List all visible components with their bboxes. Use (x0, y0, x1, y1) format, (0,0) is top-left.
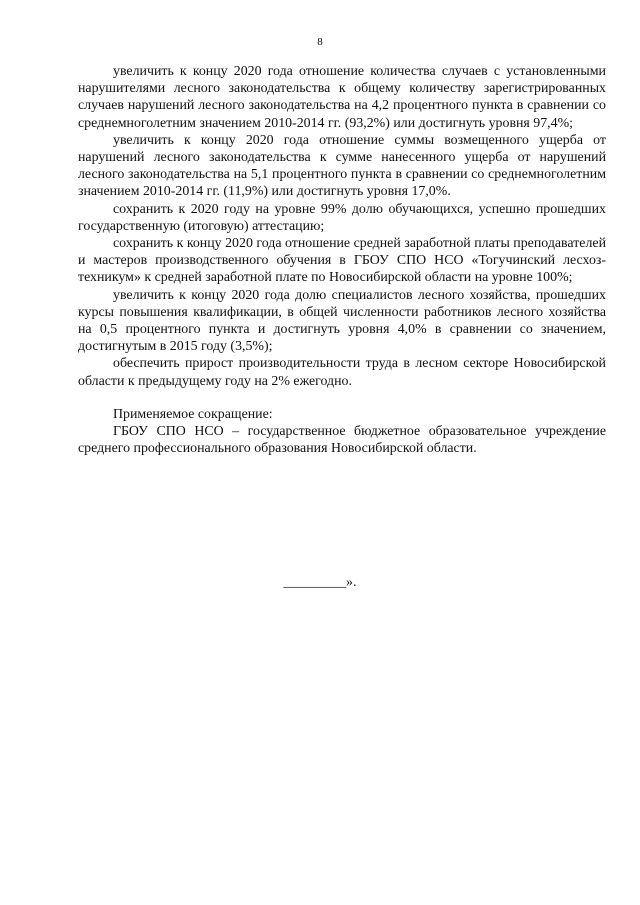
page-number: 8 (317, 36, 323, 48)
goal-paragraph-1: увеличить к концу 2020 года отношение количества случаев с установленными нарушителями лесного законодательства к общему количеству зарегистрированных случаев нарушений лесного законодательства на 4,2 процентного пункта в сравнении со среднемноголетним значением 2010-2014 гг. (93,2%) или достигнуть уровня 97,4%; (78, 64, 606, 131)
closing-mark: _________». (283, 575, 357, 590)
goal-paragraph-6: обеспечить прирост производительности труда в лесном секторе Новосибирской области к предыдущему году на 2% ежегодно. (78, 356, 606, 389)
abbreviation-heading: Применяемое сокращение: (113, 406, 273, 422)
abbreviation-text: ГБОУ СПО НСО – государственное бюджетное образовательное учреждение среднего профессионального образования Новосибирской области. (78, 424, 606, 457)
document-body (78, 63, 606, 457)
goal-paragraph-3: сохранить к 2020 году на уровне 99% долю обучающихся, успешно прошедших государственную (итоговую) аттестацию; (78, 201, 606, 234)
goal-paragraph-5: увеличить к концу 2020 года долю специалистов лесного хозяйства, прошедших курсы повышения квалификации, в общей численности работников лесного хозяйства на 0,5 процентного пункта и достигнуть уровня 4,0% в сравнении со значением, достигнутым в 2015 году (3,5%); (78, 287, 606, 355)
goal-paragraph-4: сохранить к концу 2020 года отношение средней заработной платы преподавателей и мастеров производственного обучения в ГБОУ СПО НСО «Тогучинский лесхоз-техникум» к средней заработной плате по Новосибирской области на уровне 100%; (78, 236, 606, 286)
paragraph-spacer (78, 390, 606, 406)
goal-paragraph-2: увеличить к концу 2020 года отношение суммы возмещенного ущерба от нарушений лесного законодательства к сумме нанесенного ущерба от нарушений лесного законодательства на 5,1 процентного пункта в сравнении со среднемноголетним значением 2010-2014 гг. (11,9%) или достигнуть уровня 17,0%. (78, 132, 606, 200)
